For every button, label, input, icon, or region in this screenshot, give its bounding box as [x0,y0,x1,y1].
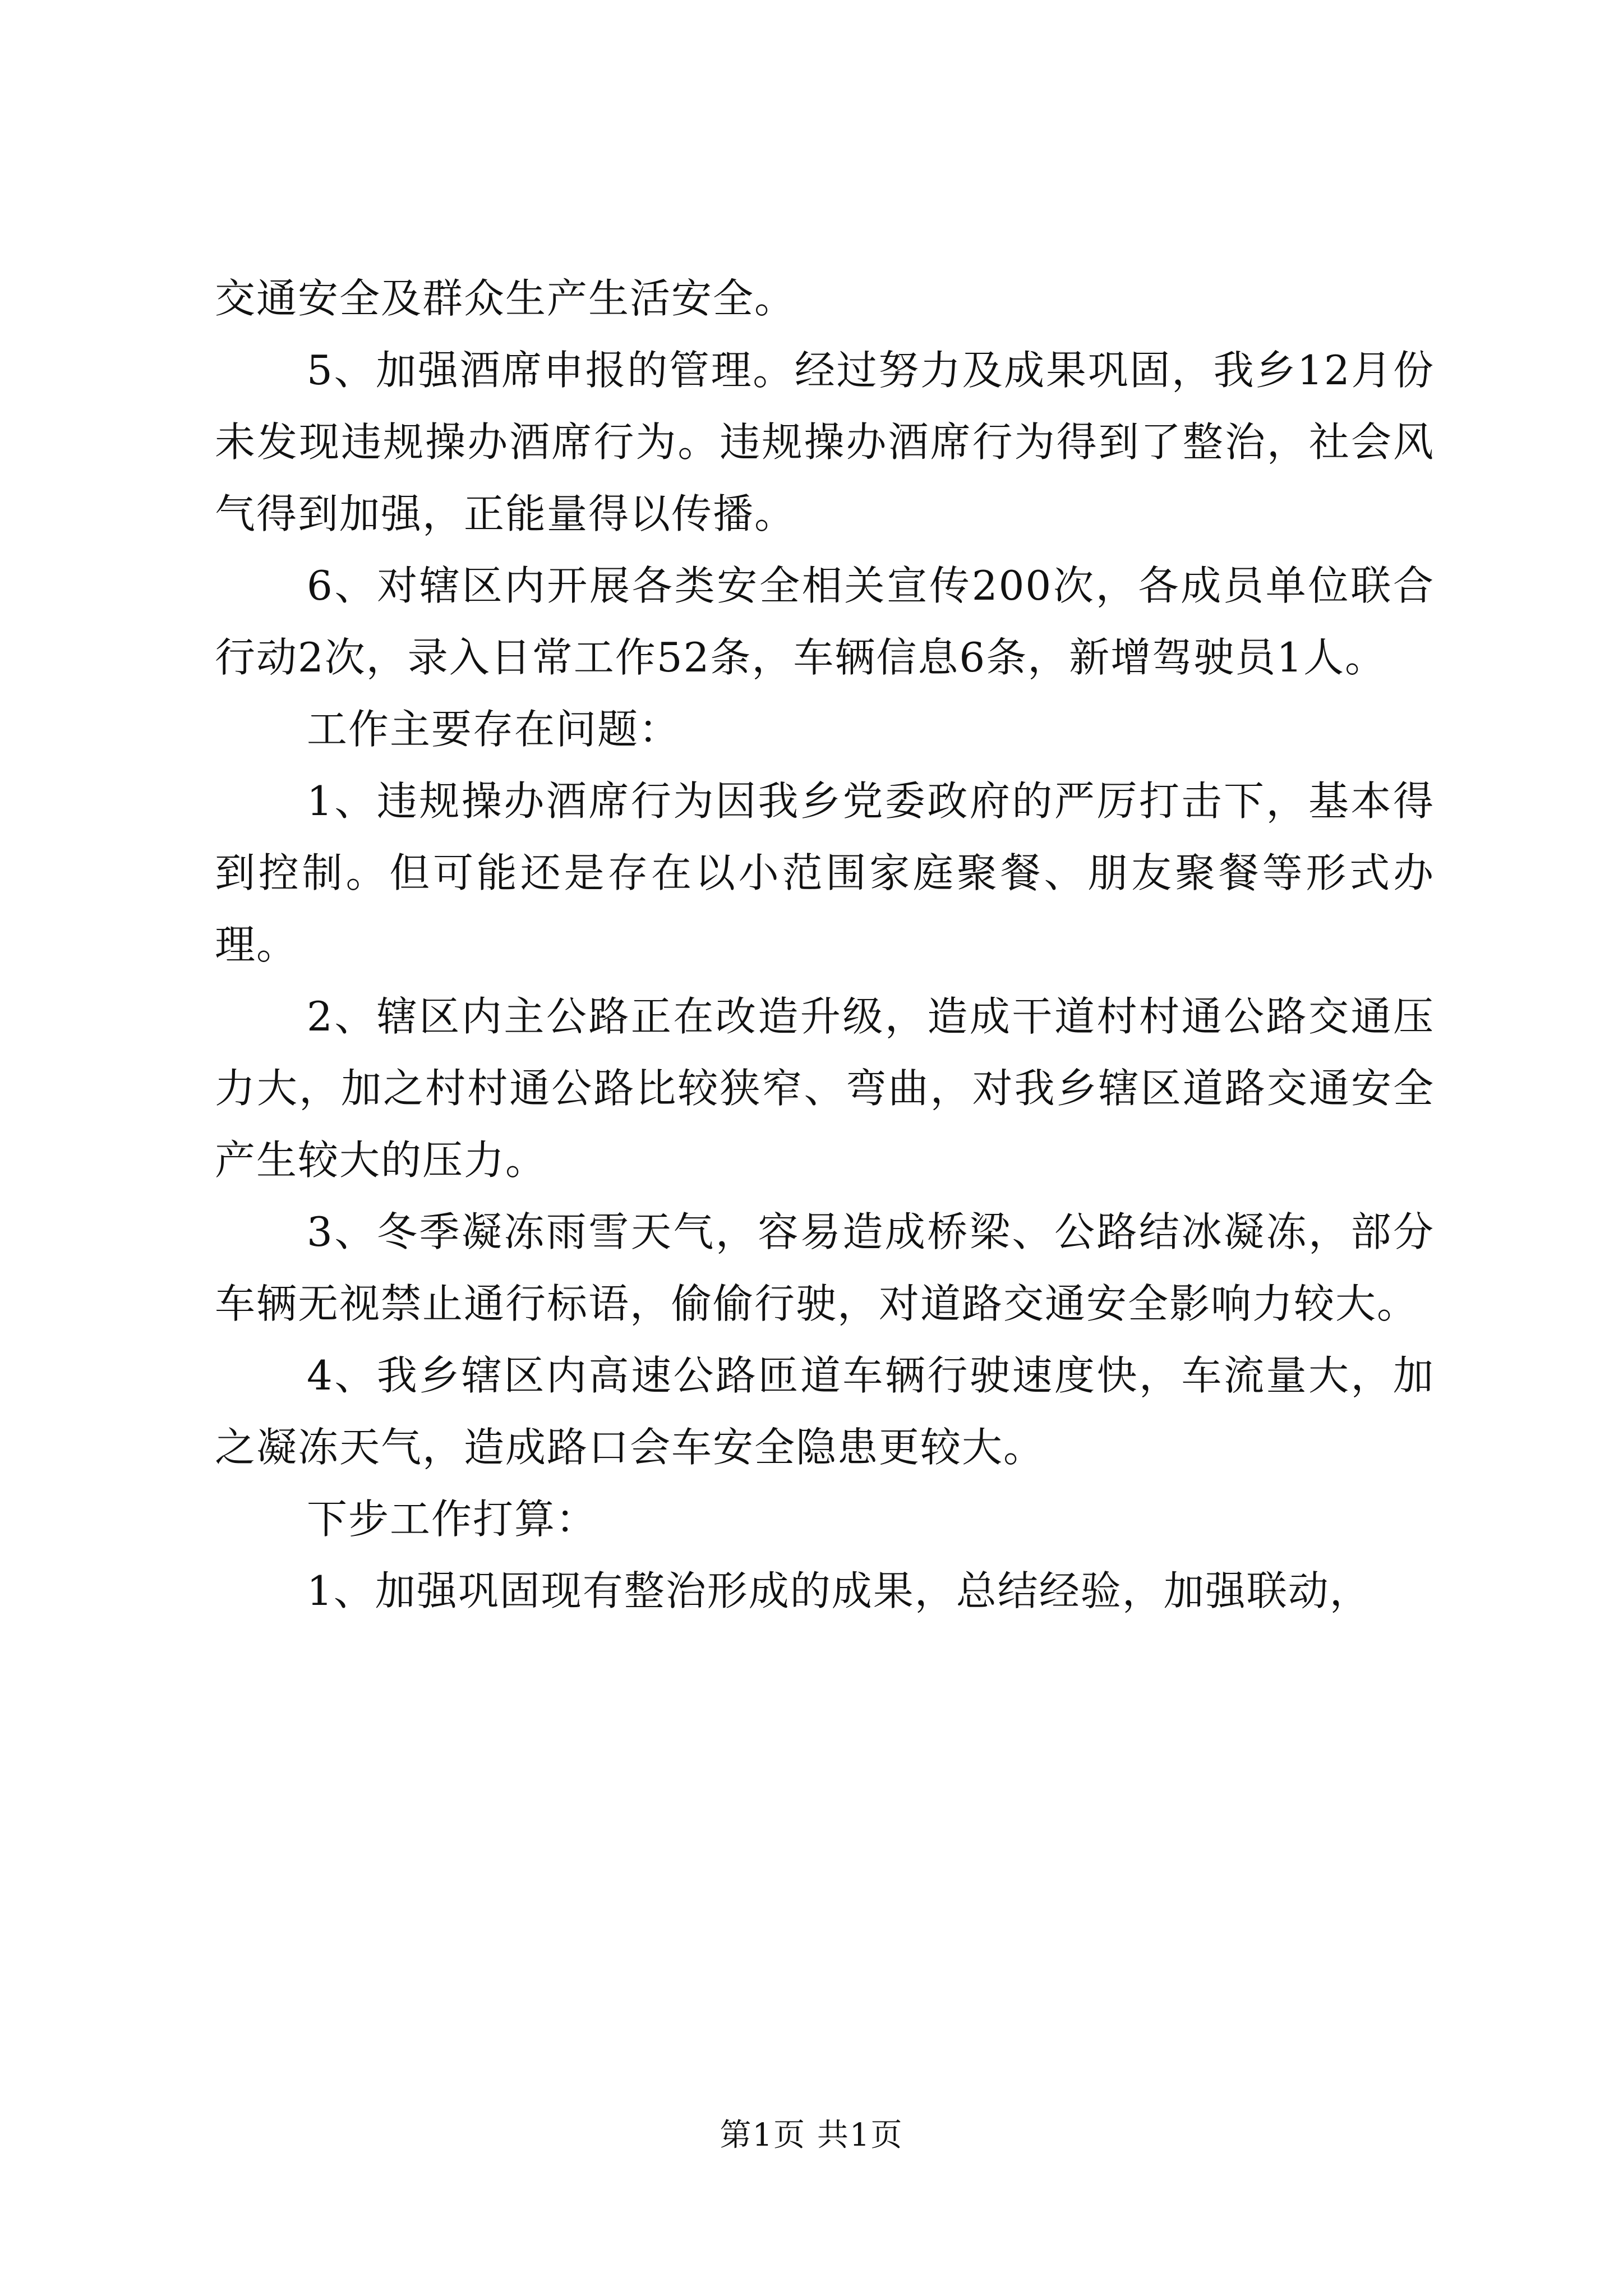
paragraph-problem-2: 2、辖区内主公路正在改造升级，造成干道村村通公路交通压力大，加之村村通公路比较狭窄、弯曲，对我乡辖区道路交通安全产生较大的压力。 [215,993,1435,1184]
paragraph-problem-4: 4、我乡辖区内高速公路匝道车辆行驶速度快，车流量大，加之凝冻天气，造成路口会车安全隐患更较大。 [215,1352,1435,1471]
paragraph-problem-3: 3、冬季凝冻雨雪天气，容易造成桥梁、公路结冰凝冻，部分车辆无视禁止通行标语，偷偷行驶，对道路交通安全影响力较大。 [215,1208,1435,1327]
section-heading-problems: 工作主要存在问题： [307,706,681,753]
page-footer: 第1页 共1页 [720,2117,903,2154]
section-heading-next-steps: 下步工作打算： [307,1496,598,1543]
paragraph-item-5: 5、加强酒席申报的管理。经过努力及成果巩固，我乡12月份未发现违规操办酒席行为。违规操办酒席行为得到了整治，社会风气得到加强，正能量得以传播。 [215,347,1435,537]
paragraph-continuation: 交通安全及群众生产生活安全。 [215,275,796,322]
paragraph-item-6: 6、对辖区内开展各类安全相关宣传200次，各成员单位联合行动2次，录入日常工作52条，车辆信息6条，新增驾驶员1人。 [215,562,1435,681]
document-body [215,263,1435,1627]
paragraph-problem-1: 1、违规操办酒席行为因我乡党委政府的严厉打击下，基本得到控制。但可能还是存在以小范围家庭聚餐、朋友聚餐等形式办理。 [215,777,1435,968]
paragraph-plan-1: 1、加强巩固现有整治形成的成果，总结经验，加强联动， [307,1567,1371,1614]
